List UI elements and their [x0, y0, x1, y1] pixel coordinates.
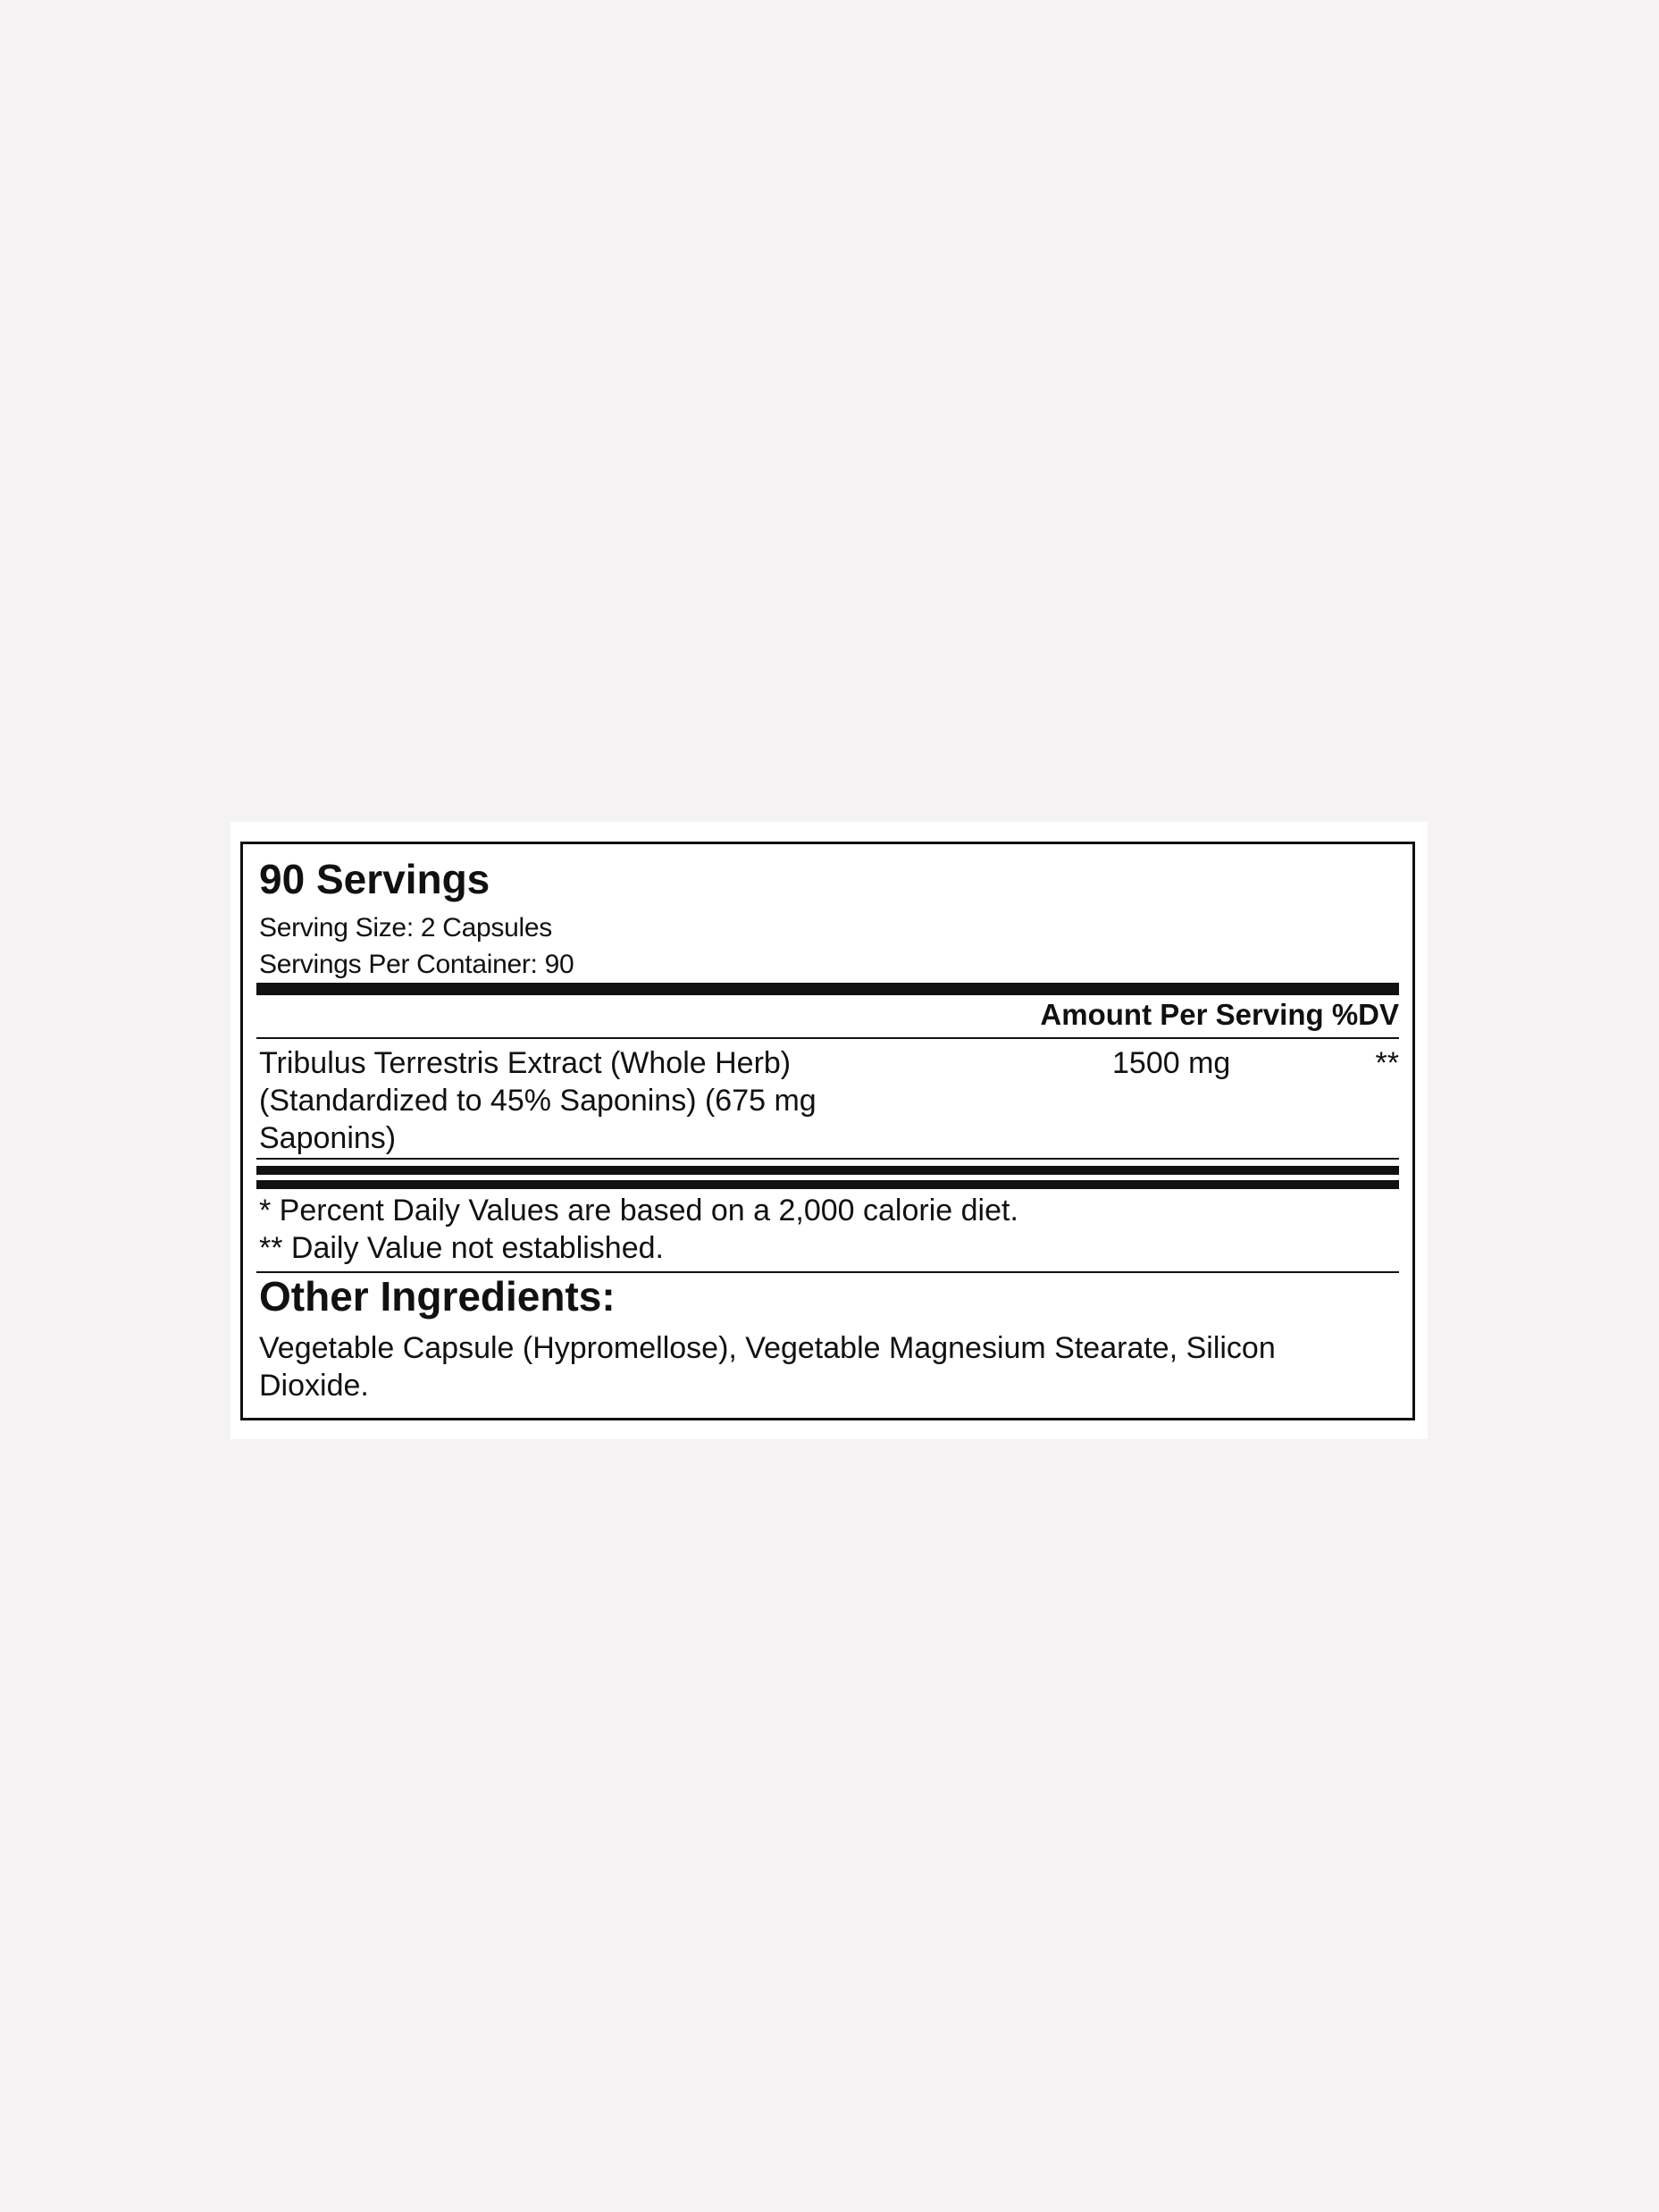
thick-divider — [256, 1180, 1399, 1189]
panel-content — [256, 844, 1399, 1418]
servings-per-container: Servings Per Container: 90 — [259, 950, 574, 979]
supplement-facts-panel — [240, 842, 1415, 1420]
serving-size: Serving Size: 2 Capsules — [259, 913, 552, 943]
amount-per-serving-header: Amount Per Serving %DV — [1040, 998, 1399, 1031]
footnote-not-established: ** Daily Value not established. — [259, 1231, 664, 1265]
ingredient-divider — [256, 1158, 1399, 1160]
ingredient-dv: ** — [1375, 1046, 1399, 1080]
thick-divider — [256, 983, 1399, 995]
header-divider — [256, 1037, 1399, 1039]
footnote-percent-daily: * Percent Daily Values are based on a 2,000 calorie diet. — [259, 1194, 1018, 1227]
servings-title: 90 Servings — [259, 856, 490, 902]
thick-divider — [256, 1166, 1399, 1175]
ingredient-amount: 1500 mg — [1112, 1046, 1231, 1080]
other-ingredients-text: Vegetable Capsule (Hypromellose), Vegetable Magnesium Stearate, Silicon Dioxide. — [259, 1331, 1276, 1403]
supplement-facts-card — [230, 822, 1428, 1439]
other-ingredients-title: Other Ingredients: — [259, 1273, 616, 1320]
ingredient-name: Tribulus Terrestris Extract (Whole Herb) (Standardized to 45% Saponins) (675 mg Saponins) — [259, 1046, 817, 1155]
